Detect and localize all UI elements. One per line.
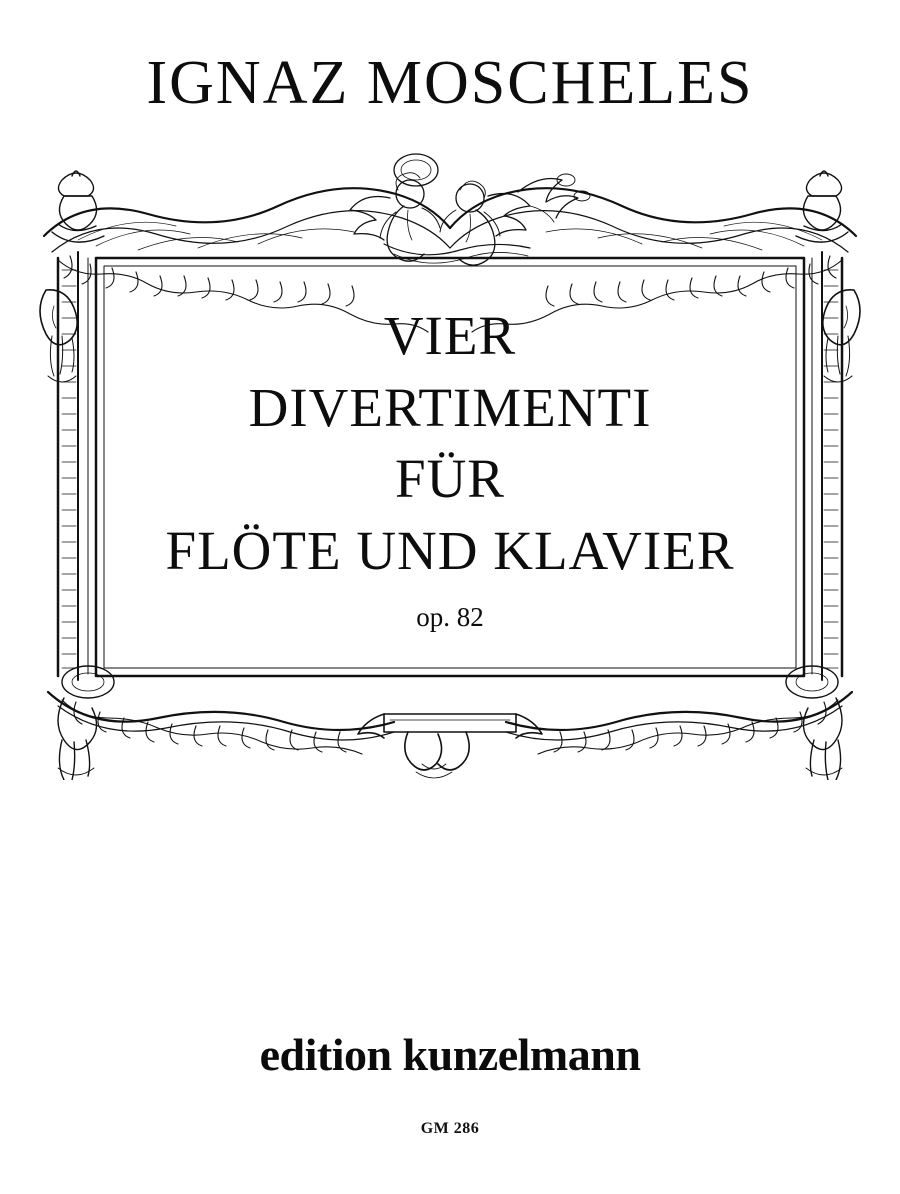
publisher-name: edition kunzelmann bbox=[259, 1029, 641, 1080]
opus-number: op. 82 bbox=[416, 602, 484, 632]
title-block bbox=[95, 300, 805, 633]
title-line-4: FLÖTE UND KLAVIER bbox=[165, 519, 735, 581]
title-line-2: DIVERTIMENTI bbox=[248, 376, 652, 438]
composer-name: IGNAZ MOSCHELES bbox=[146, 49, 754, 117]
plate-number: GM 286 bbox=[420, 1120, 480, 1137]
title-line-3: FÜR bbox=[395, 448, 505, 509]
title-line-1: VIER bbox=[383, 305, 517, 366]
